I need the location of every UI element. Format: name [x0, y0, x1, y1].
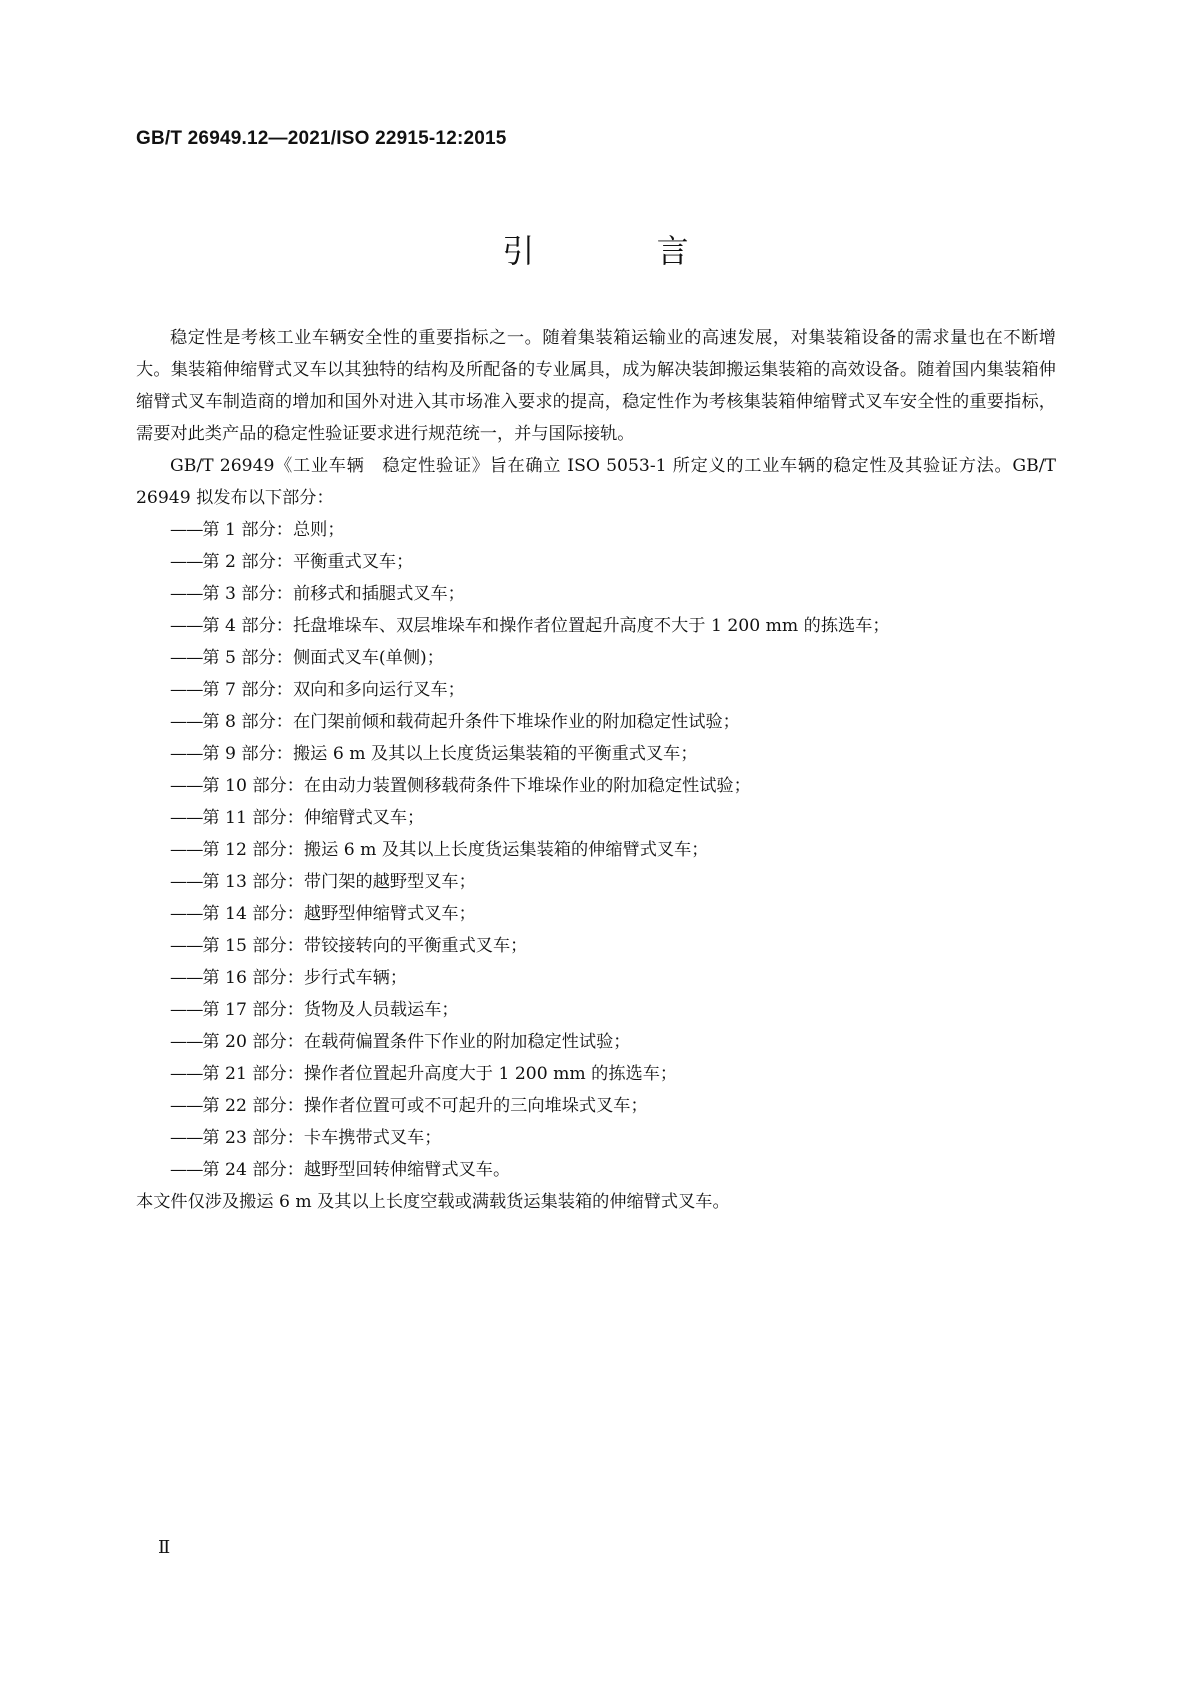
- list-item: [136, 1090, 1056, 1122]
- part-text: 第 21 部分：操作者位置起升高度大于 1 200 mm 的拣选车；: [202, 1064, 678, 1084]
- dash-marker: ——: [170, 648, 203, 668]
- intro-paragraph-2: GB/T 26949《工业车辆 稳定性验证》旨在确立 ISO 5053-1 所定义的工业车辆的稳定性及其验证方法。GB/T 26949 拟发布以下部分：: [136, 456, 1056, 508]
- part-text: 第 14 部分：越野型伸缩臂式叉车；: [202, 904, 476, 924]
- dash-marker: ——: [170, 1064, 203, 1084]
- dash-marker: ——: [170, 936, 203, 956]
- dash-marker: ——: [170, 1160, 203, 1180]
- list-item: [136, 1026, 1056, 1058]
- part-text: 第 24 部分：越野型回转伸缩臂式叉车。: [202, 1160, 511, 1180]
- part-text: 第 12 部分：搬运 6 m 及其以上长度货运集装箱的伸缩臂式叉车；: [202, 840, 709, 860]
- part-text: 第 23 部分：卡车携带式叉车；: [202, 1128, 442, 1148]
- dash-marker: ——: [170, 840, 203, 860]
- part-text: 第 7 部分：双向和多向运行叉车；: [202, 680, 465, 700]
- list-item: [136, 546, 1056, 578]
- dash-marker: ——: [170, 616, 203, 636]
- dash-marker: ——: [170, 968, 203, 988]
- list-item: [136, 578, 1056, 610]
- section-title: 引 言: [502, 232, 745, 270]
- part-text: 第 2 部分：平衡重式叉车；: [202, 552, 414, 572]
- dash-marker: ——: [170, 776, 203, 796]
- part-text: 第 16 部分：步行式车辆；: [202, 968, 408, 988]
- intro-paragraph-1: 稳定性是考核工业车辆安全性的重要指标之一。随着集装箱运输业的高速发展，对集装箱设备的需求量也在不断增大。集装箱伸缩臂式叉车以其独特的结构及所配备的专业属具，成为解决装卸搬运集装箱的高效设备。随着国内集装箱伸缩臂式叉车制造商的增加和国外对进入其市场准入要求的提高，稳定性作为考核集装箱伸缩臂式叉车安全性的重要指标，需要对此类产品的稳定性验证要求进行规范统一，并与国际接轨。: [136, 328, 1056, 444]
- list-item: [136, 514, 1056, 546]
- dash-marker: ——: [170, 552, 203, 572]
- dash-marker: ——: [170, 680, 203, 700]
- part-text: 第 4 部分：托盘堆垛车、双层堆垛车和操作者位置起升高度不大于 1 200 mm 的拣选车；: [202, 616, 890, 636]
- parts-list: [136, 514, 1056, 1186]
- list-item: [136, 1154, 1056, 1186]
- dash-marker: ——: [170, 1096, 203, 1116]
- part-text: 第 1 部分：总则；: [202, 520, 345, 540]
- list-item: [136, 610, 1056, 642]
- part-text: 第 8 部分：在门架前倾和载荷起升条件下堆垛作业的附加稳定性试验；: [202, 712, 740, 732]
- part-text: 第 3 部分：前移式和插腿式叉车；: [202, 584, 465, 604]
- dash-marker: ——: [170, 520, 203, 540]
- list-item: [136, 706, 1056, 738]
- dash-marker: ——: [170, 712, 203, 732]
- dash-marker: ——: [170, 584, 203, 604]
- part-text: 第 15 部分：带铰接转向的平衡重式叉车；: [202, 936, 528, 956]
- list-item: [136, 674, 1056, 706]
- page-number: Ⅱ: [158, 1537, 171, 1558]
- dash-marker: ——: [170, 904, 203, 924]
- list-item: [136, 642, 1056, 674]
- list-item: [136, 962, 1056, 994]
- list-item: [136, 834, 1056, 866]
- part-text: 第 9 部分：搬运 6 m 及其以上长度货运集装箱的平衡重式叉车；: [202, 744, 698, 764]
- closing-paragraph: 本文件仅涉及搬运 6 m 及其以上长度空载或满载货运集装箱的伸缩臂式叉车。: [136, 1192, 730, 1212]
- introduction-body: [136, 322, 1056, 1218]
- part-text: 第 17 部分：货物及人员载运车；: [202, 1000, 459, 1020]
- standard-number-header: GB/T 26949.12—2021/ISO 22915-12:2015: [136, 128, 507, 149]
- list-item: [136, 866, 1056, 898]
- list-item: [136, 770, 1056, 802]
- list-item: [136, 994, 1056, 1026]
- list-item: [136, 802, 1056, 834]
- list-item: [136, 930, 1056, 962]
- part-text: 第 10 部分：在由动力装置侧移载荷条件下堆垛作业的附加稳定性试验；: [202, 776, 751, 796]
- list-item: [136, 898, 1056, 930]
- part-text: 第 13 部分：带门架的越野型叉车；: [202, 872, 476, 892]
- part-text: 第 11 部分：伸缩臂式叉车；: [202, 808, 425, 828]
- dash-marker: ——: [170, 1032, 203, 1052]
- part-text: 第 20 部分：在载荷偏置条件下作业的附加稳定性试验；: [202, 1032, 631, 1052]
- list-item: [136, 1058, 1056, 1090]
- dash-marker: ——: [170, 872, 203, 892]
- dash-marker: ——: [170, 1128, 203, 1148]
- dash-marker: ——: [170, 1000, 203, 1020]
- part-text: 第 5 部分：侧面式叉车(单侧)；: [202, 648, 444, 668]
- list-item: [136, 738, 1056, 770]
- part-text: 第 22 部分：操作者位置可或不可起升的三向堆垛式叉车；: [202, 1096, 648, 1116]
- dash-marker: ——: [170, 744, 203, 764]
- dash-marker: ——: [170, 808, 203, 828]
- list-item: [136, 1122, 1056, 1154]
